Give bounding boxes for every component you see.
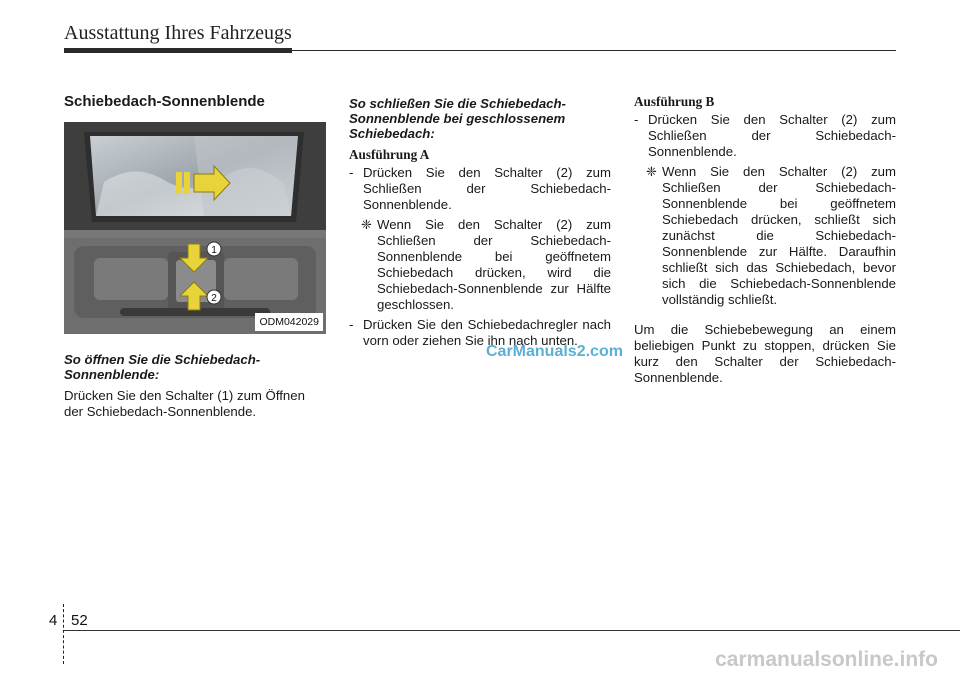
site-watermark[interactable]: carmanualsonline.info [715,648,938,671]
page-number: 52 [71,612,88,629]
note-mark-icon: ❈ [361,217,373,232]
note-text: Wenn Sie den Schalter (2) zum Schließen der Schiebedach-Sonnenblende bei geöffnetem Schiebedach drücken, wird die Schiebedach-Sonnenblende zur Hälfte geschlossen. [377,217,611,312]
header-rule [64,50,896,51]
list-item [349,165,611,213]
open-instructions-title [64,352,326,382]
note [349,217,611,313]
section-title: Schiebedach-Sonnenblende [64,93,265,110]
variant-a-label: Ausführung A [349,147,430,162]
watermark-link[interactable]: CarManuals2.com [486,343,623,360]
dash-bullet: - [634,112,639,127]
dash-bullet: - [349,317,354,332]
sunroof-illustration [64,122,326,334]
open-title-line-2: Sonnenblende: [64,367,160,382]
list-item-text: Drücken Sie den Schalter (2) zum Schließen der Schiebedach-Sonnenblende. [648,112,896,159]
footer-divider [63,604,64,664]
dash-bullet: - [349,165,354,180]
column-1 [64,94,326,420]
list-item-text: Drücken Sie den Schalter (2) zum Schließen der Schiebedach-Sonnenblende. [363,165,611,212]
close-title-line-1: So schließen Sie die Schiebedach- [349,96,566,111]
close-title-line-3: Schiebedach: [349,126,435,141]
variant-b-label: Ausführung B [634,94,715,109]
page-header-title: Ausstattung Ihres Fahrzeugs [64,22,292,44]
chapter-number: 4 [49,612,58,629]
list-item-text: Drücken Sie den Schiebedachregler nach vorn oder ziehen Sie ihn nach unten. [363,317,611,348]
note [634,164,896,308]
column-2 [349,96,611,353]
callout-2: 2 [211,293,217,304]
column-3 [634,94,896,386]
list-item [634,112,896,160]
sunroof-photo [64,122,326,334]
stop-instructions-text: Um die Schiebebewegung an einem beliebigen Punkt zu stoppen, drücken Sie kurz den Schalter der Schiebedach-Sonnenblende. [634,322,896,385]
open-instructions-text: Drücken Sie den Schalter (1) zum Öffnen der Schiebedach-Sonnenblende. [64,388,305,419]
callout-1: 1 [211,245,217,256]
close-title-line-2: Sonnenblende bei geschlossenem [349,111,566,126]
image-code: ODM042029 [255,313,323,331]
footer-rule [64,630,960,631]
close-instructions-title [349,96,611,141]
open-title-line-1: So öffnen Sie die Schiebedach- [64,352,261,367]
note-mark-icon: ❈ [646,164,658,179]
note-text: Wenn Sie den Schalter (2) zum Schließen der Schiebedach-Sonnenblende bei geöffnetem Schiebedach drücken, schließt sich zunächst die Schiebedach-Sonnenblende zur Hälfte. Daraufhin schließt sich das Schiebedach, bevor sich die Schiebedach-Sonnenblende vollständig schließt. [662,164,896,307]
